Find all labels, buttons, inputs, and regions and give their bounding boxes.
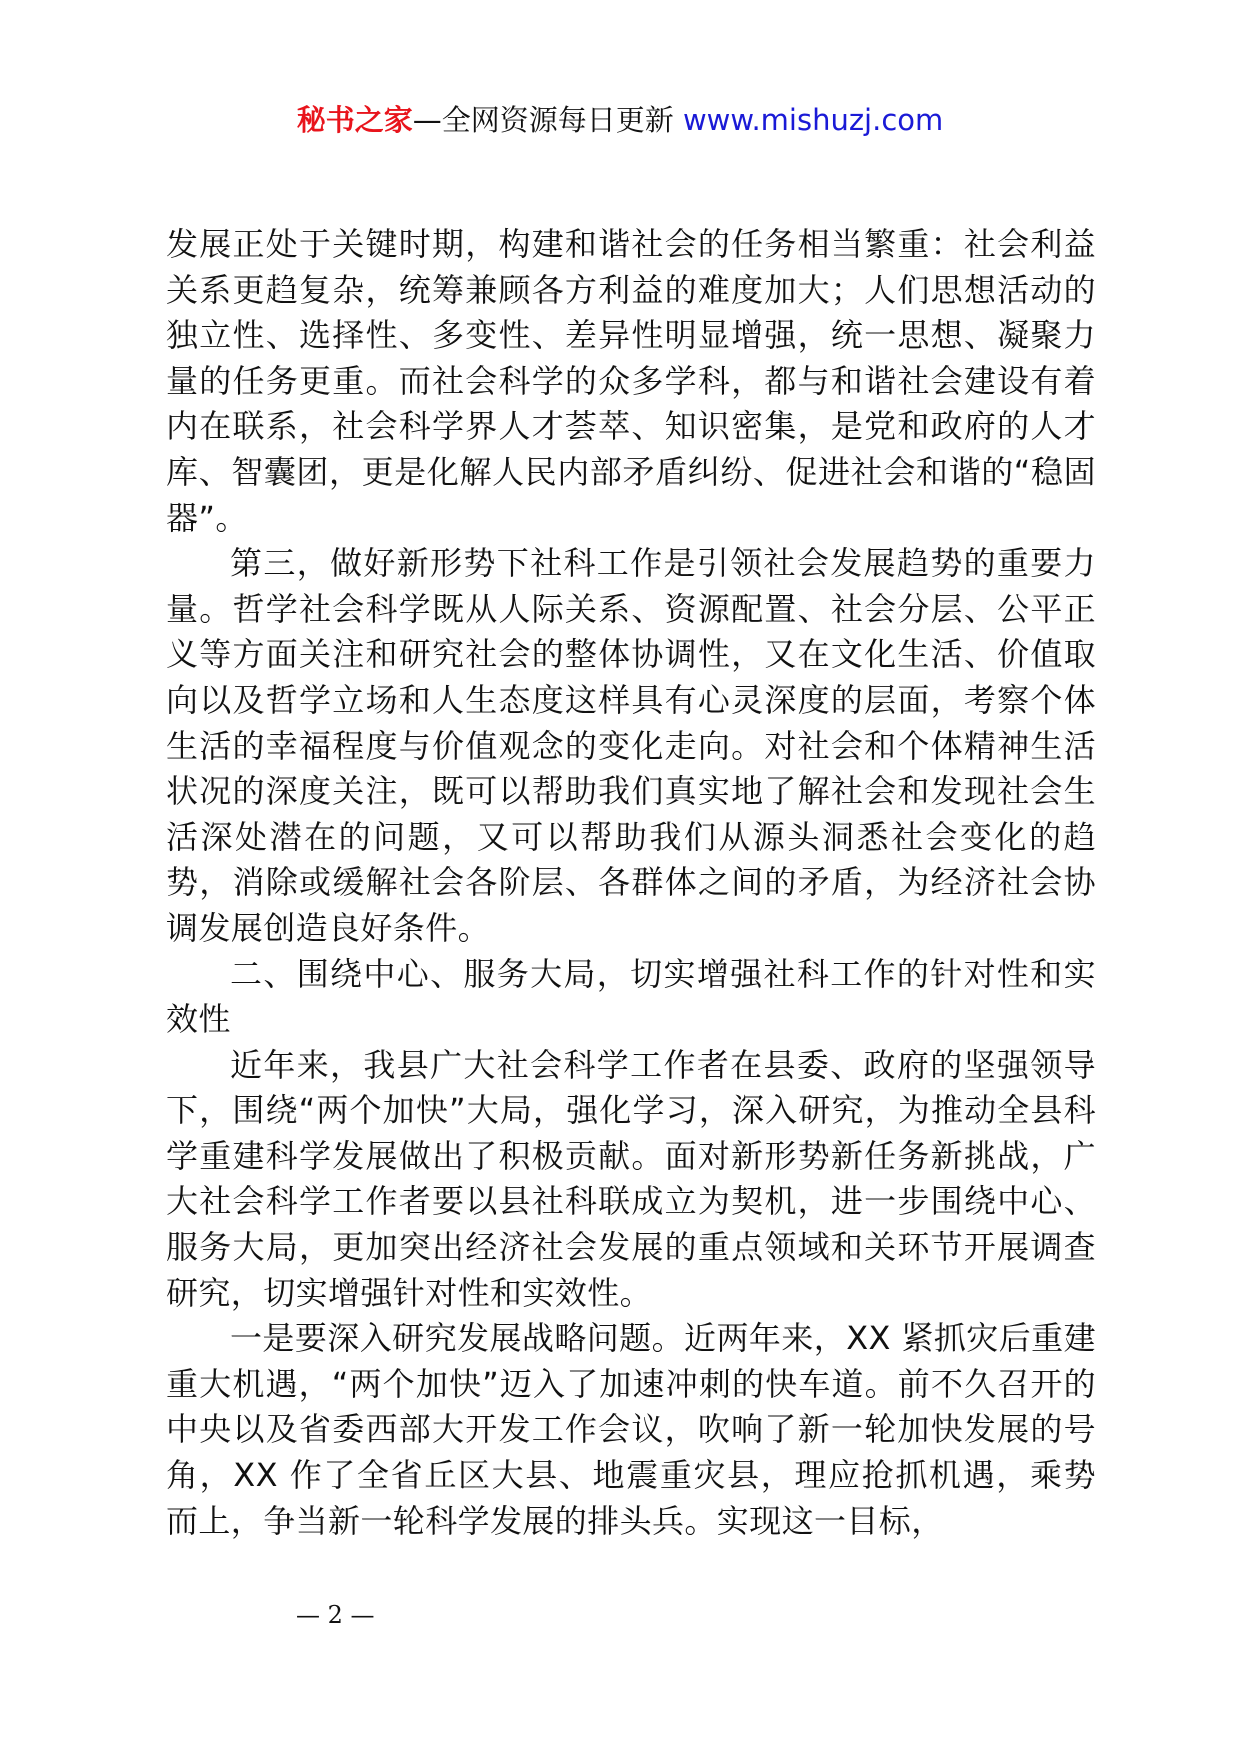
section-heading-two: 二、围绕中心、服务大局，切实增强社科工作的针对性和实效性 bbox=[166, 954, 1096, 1039]
paragraph-recent-years: 近年来，我县广大社会科学工作者在县委、政府的坚强领导下，围绕“两个加快”大局，强化学习，深入研究，为推动全县科学重建科学发展做出了积极贡献。面对新形势新任务新挑战，广大社会科学工作者要以县社科联成立为契机，进一步围绕中心、服务大局，更加突出经济社会发展的重点领域和关环节开展调查研究，切实增强针对性和实效性。 bbox=[166, 1045, 1096, 1312]
paragraph-point-three: 第三，做好新形势下社科工作是引领社会发展趋势的重要力量。哲学社会科学既从人际关系、资源配置、社会分层、公平正义等方面关注和研究社会的整体协调性，又在文化生活、价值取向以及哲学立场和人生态度这样具有心灵深度的层面，考察个体生活的幸福程度与价值观念的变化走向。对社会和个体精神生活状况的深度关注，既可以帮助我们真实地了解社会和发现社会生活深处潜在的问题，又可以帮助我们从源头洞悉社会变化的趋势，消除或缓解社会各阶层、各群体之间的矛盾，为经济社会协调发展创造良好条件。 bbox=[166, 544, 1096, 947]
site-url-link[interactable]: www.mishuzj.com bbox=[673, 103, 944, 137]
paragraph-continued: 发展正处于关键时期，构建和谐社会的任务相当繁重：社会利益关系更趋复杂，统筹兼顾各方利益的难度加大；人们思想活动的独立性、选择性、多变性、差异性明显增强，统一思想、凝聚力量的任务更重。而社会科学的众多学科，都与和谐社会建设有着内在联系，社会科学界人才荟萃、知识密集，是党和政府的人才库、智囊团，更是化解人民内部矛盾纠纷、促进社会和谐的“稳固器”。 bbox=[166, 225, 1096, 537]
document-body bbox=[166, 222, 1096, 1544]
page-number: — 2 — bbox=[296, 1601, 375, 1629]
site-slogan: —全网资源每日更新 bbox=[412, 103, 674, 137]
paragraph-strategy: 一是要深入研究发展战略问题。近两年来，XX 紧抓灾后重建重大机遇，“两个加快”迈入了加速冲刺的快车道。前不久召开的中央以及省委西部大开发工作会议，吹响了新一轮加快发展的号角，XX 作了全省丘区大县、地震重灾县，理应抢抓机遇，乘势而上，争当新一轮科学发展的排头兵。实现这一目标， bbox=[166, 1319, 1096, 1540]
site-banner bbox=[0, 100, 1240, 140]
site-brand: 秘书之家 bbox=[296, 103, 413, 137]
